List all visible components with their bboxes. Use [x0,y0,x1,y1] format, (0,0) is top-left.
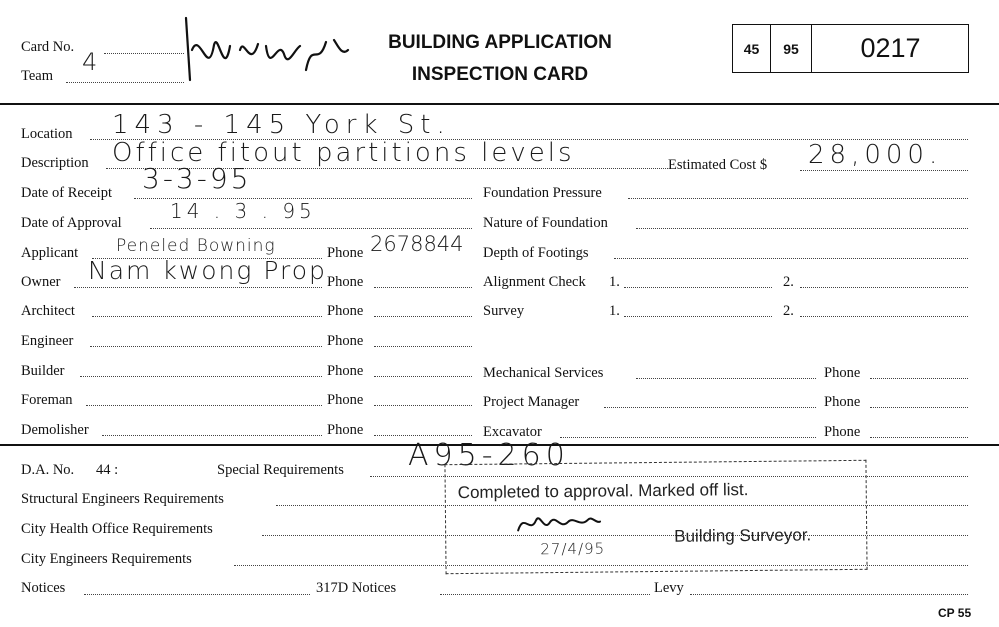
engineer-dots [90,346,322,347]
card-no-label: Card No. [21,39,75,55]
depth-footings-dots [614,258,968,259]
date-receipt-label: Date of Receipt [21,185,112,201]
mechanical-label: Mechanical Services [483,365,604,381]
builder-label: Builder [21,363,65,379]
notices-317d-dots [440,594,650,595]
engineer-label: Engineer [21,333,74,349]
mechanical-dots [636,378,816,379]
survey-1-label: 1. [609,303,620,319]
owner-phone-dots [374,287,472,288]
header-rule [0,103,999,105]
city-engineers-label: City Engineers Requirements [21,551,192,567]
foreman-phone-dots [374,405,472,406]
date-receipt-value: 3-3-95 [142,162,252,195]
builder-phone-dots [374,376,472,377]
estimated-cost-dots [800,170,968,171]
stamp-text: Completed to approval. Marked off list. [457,480,749,503]
foundation-pressure-label: Foundation Pressure [483,185,602,201]
survey-2-dots [800,316,968,317]
owner-dots [74,287,322,288]
architect-phone-dots [374,316,472,317]
stamp-role: Building Surveyor. [674,525,812,546]
demolisher-dots [102,435,322,436]
survey-2-label: 2. [783,303,794,319]
completion-stamp [444,460,867,574]
foreman-dots [86,405,322,406]
da-no-value: 44 : [96,462,119,478]
demolisher-label: Demolisher [21,422,89,438]
owner-phone-label: Phone [327,274,364,290]
alignment-check-2-dots [800,287,968,288]
date-approval-dots [150,228,472,229]
demolisher-phone-dots [374,435,472,436]
box-cell-a: 45 [733,25,771,72]
engineer-phone-dots [374,346,472,347]
card-number-box [732,24,969,73]
location-label: Location [21,126,73,142]
engineer-phone-label: Phone [327,333,364,349]
card-no-dots [104,53,184,54]
date-approval-label: Date of Approval [21,215,122,231]
alignment-check-label: Alignment Check [483,274,586,290]
architect-phone-label: Phone [327,303,364,319]
depth-footings-label: Depth of Footings [483,245,589,261]
applicant-label: Applicant [21,245,79,261]
box-card-number: 0217 [860,33,921,63]
excavator-dots [560,437,816,438]
nature-foundation-label: Nature of Foundation [483,215,608,231]
team-label: Team [21,68,53,84]
applicant-phone-value: 2678844 [370,232,464,256]
applicant-phone-label: Phone [327,245,364,261]
city-health-label: City Health Office Requirements [21,521,213,537]
survey-label: Survey [483,303,525,319]
date-approval-value: 14 . 3 . 95 [170,199,316,223]
structural-label: Structural Engineers Requirements [21,491,224,507]
owner-value: Nam kwong Prop [88,256,327,285]
special-requirements-label: Special Requirements [217,462,344,478]
architect-label: Architect [21,303,75,319]
excavator-label: Excavator [483,424,542,440]
foundation-pressure-dots [628,198,968,199]
foreman-phone-label: Phone [327,392,364,408]
alignment-check-2-label: 2. [783,274,794,290]
form-code: CP 55 [938,606,972,620]
estimated-cost-value: 28,000. [808,140,943,170]
notices-label: Notices [21,580,66,596]
builder-dots [80,376,322,377]
header-signature [178,10,358,90]
stamp-signature [514,508,604,539]
alignment-check-1-label: 1. [609,274,620,290]
da-no-label: D.A. No. [21,462,75,478]
mechanical-phone-dots [870,378,968,379]
project-manager-phone-label: Phone [824,394,861,410]
project-manager-dots [604,407,816,408]
notices-dots [84,594,310,595]
location-value: 143 - 145 York St. [112,110,451,140]
foreman-label: Foreman [21,392,73,408]
owner-label: Owner [21,274,61,290]
special-requirements-value: A95-260 [408,438,570,473]
description-value: Office fitout partitions levels [112,138,575,168]
demolisher-phone-label: Phone [327,422,364,438]
builder-phone-label: Phone [327,363,364,379]
team-dots [66,82,184,83]
stamp-date: 27/4/95 [540,539,606,559]
project-manager-phone-dots [870,407,968,408]
alignment-check-1-dots [624,287,772,288]
survey-1-dots [624,316,772,317]
project-manager-label: Project Manager [483,394,580,410]
applicant-value: Peneled Bowning [116,236,276,256]
estimated-cost-label: Estimated Cost $ [668,157,768,173]
levy-dots [690,594,968,595]
box-cell-b: 95 [771,25,812,72]
architect-dots [92,316,322,317]
levy-label: Levy [654,580,684,596]
title-line1: BUILDING APPLICATION [388,32,612,53]
excavator-phone-label: Phone [824,424,861,440]
description-label: Description [21,155,89,171]
excavator-phone-dots [870,437,968,438]
nature-foundation-dots [636,228,968,229]
title-line2: INSPECTION CARD [411,64,589,85]
notices-317d-label: 317D Notices [316,580,397,596]
team-value: 4 [82,48,101,76]
mechanical-phone-label: Phone [824,365,861,381]
